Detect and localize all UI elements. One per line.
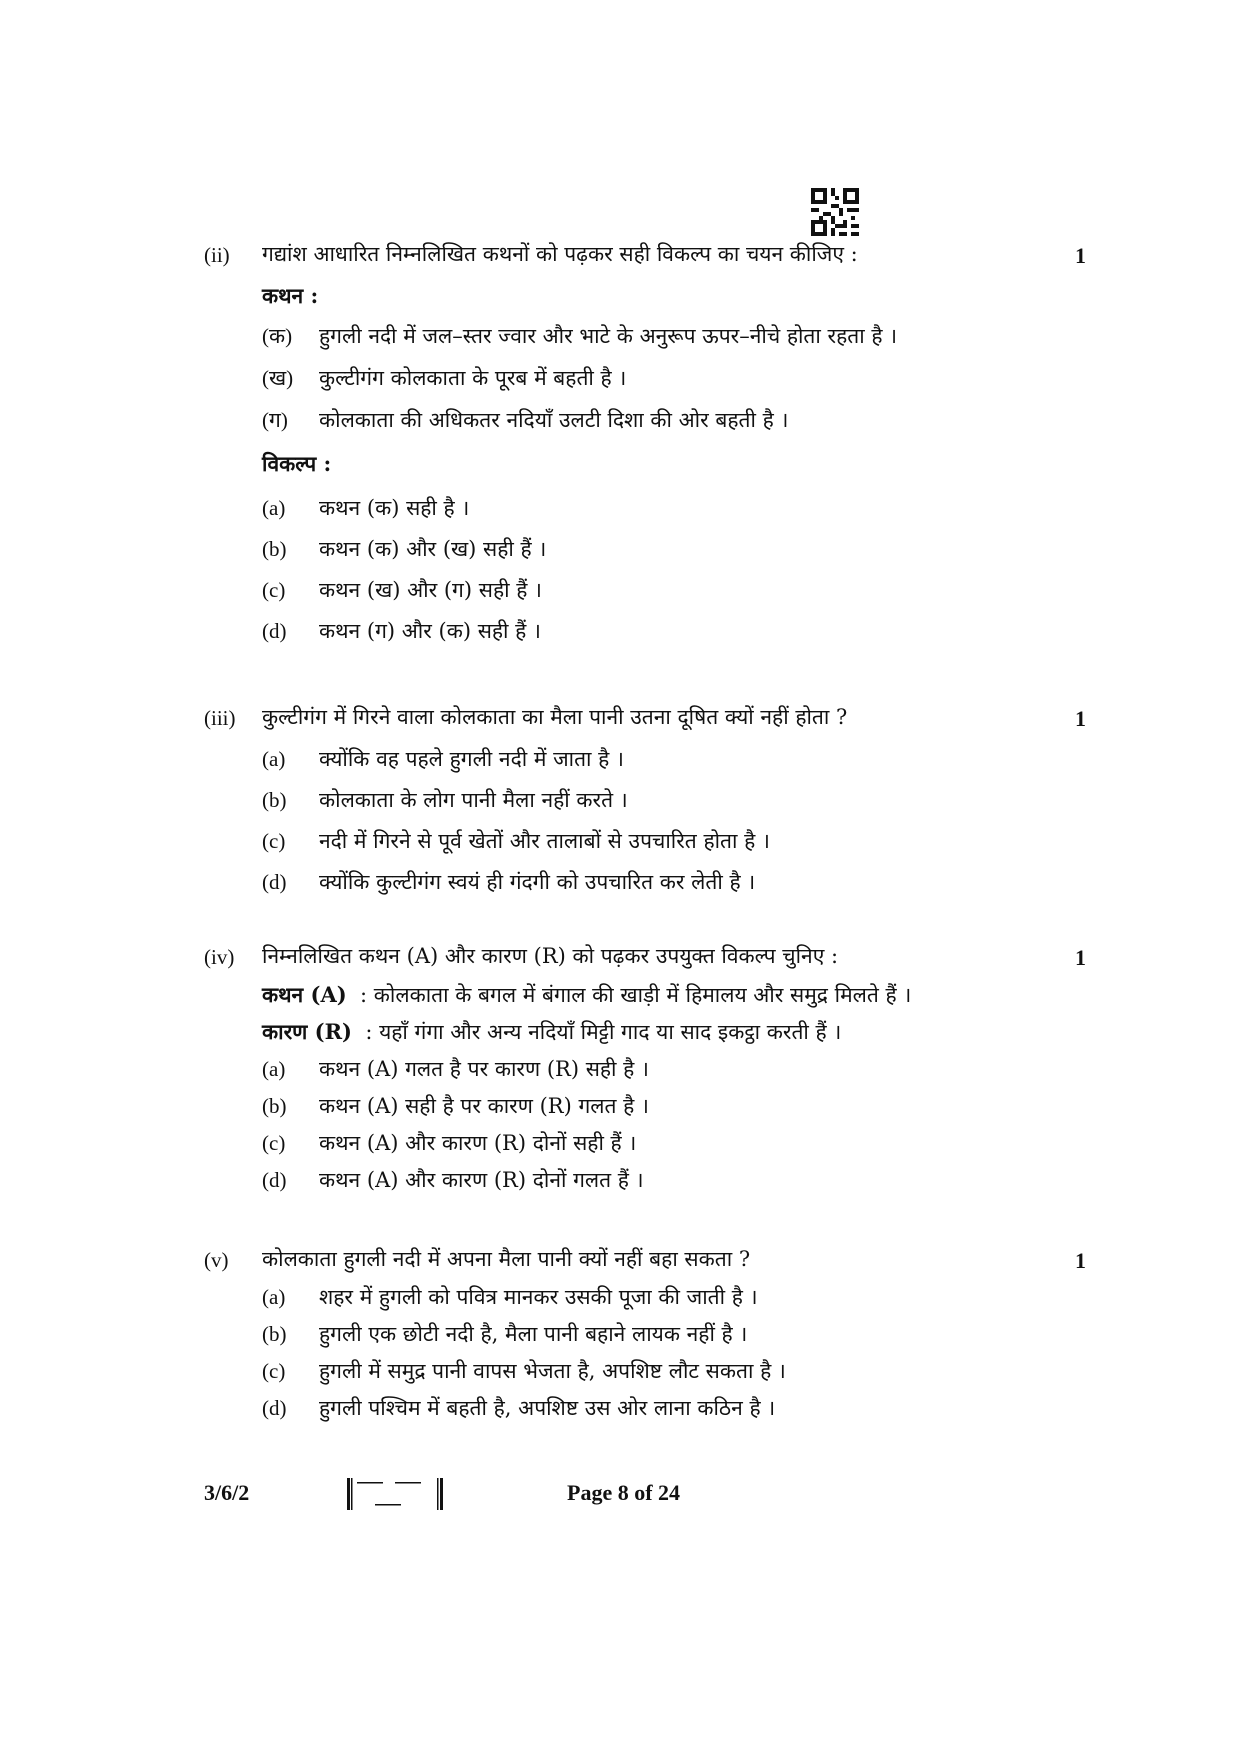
option-text: कथन (ख) और (ग) सही हैं । (319, 578, 542, 602)
question-marks: 1 (1075, 1248, 1086, 1273)
option-item (262, 786, 628, 814)
reason-text: : यहाँ गंगा और अन्य नदियाँ मिट्टी गाद या साद इकट्ठा करती हैं । (365, 1020, 842, 1044)
option-item (262, 1320, 747, 1348)
assertion-text: : कोलकाता के बगल में बंगाल की खाड़ी में हिमालय और समुद्र मिलते हैं । (360, 983, 912, 1007)
option-item (262, 1283, 758, 1311)
option-item (262, 1092, 649, 1120)
option-item (262, 868, 755, 896)
option-item (262, 1129, 636, 1157)
statements-heading: कथन : (262, 283, 319, 308)
option-item (262, 827, 770, 855)
paper-code: 3/6/2 (204, 1480, 250, 1505)
statement-item (262, 364, 626, 392)
options-heading: विकल्प : (262, 451, 332, 476)
option-label: (b) (262, 1322, 287, 1346)
reason-label: कारण (R) (262, 1019, 352, 1044)
option-label: (b) (262, 537, 287, 561)
question-text: कोलकाता हुगली नदी में अपना मैला पानी क्यों नहीं बहा सकता ? (262, 1247, 751, 1271)
option-text: कथन (A) और कारण (R) दोनों गलत हैं । (319, 1168, 644, 1192)
option-text: हुगली में समुद्र पानी वापस भेजता है, अपशिष्ट लौट सकता है । (319, 1359, 786, 1383)
question-text: कुल्टीगंग में गिरने वाला कोलकाता का मैला पानी उतना दूषित क्यों नहीं होता ? (262, 705, 848, 729)
option-item (262, 576, 542, 604)
option-item (262, 1394, 775, 1422)
option-label: (a) (262, 1285, 286, 1309)
option-label: (c) (262, 1131, 286, 1155)
option-text: शहर में हुगली को पवित्र मानकर उसकी पूजा की जाती है । (319, 1285, 758, 1309)
question-marks: 1 (1075, 706, 1086, 731)
qr-code-icon (811, 188, 859, 236)
assertion-label: कथन (A) (262, 982, 347, 1007)
option-label: (b) (262, 788, 287, 812)
question-number: (ii) (204, 243, 230, 267)
option-label: (d) (262, 870, 287, 894)
option-text: हुगली पश्चिम में बहती है, अपशिष्ट उस ओर लाना कठिन है । (319, 1396, 776, 1420)
option-item (262, 535, 546, 563)
statement-label: (क) (262, 324, 293, 348)
option-text: क्योंकि वह पहले हुगली नदी में जाता है । (319, 747, 624, 771)
option-text: कथन (ग) और (क) सही हैं । (319, 619, 541, 643)
option-label: (a) (262, 1057, 286, 1081)
statement-label: (ख) (262, 366, 294, 390)
question-number: (v) (204, 1248, 229, 1272)
option-text: क्योंकि कुल्टीगंग स्वयं ही गंदगी को उपचारित कर लेती है । (319, 870, 756, 894)
question-text: निम्नलिखित कथन (A) और कारण (R) को पढ़कर उपयुक्त विकल्प चुनिए : (262, 944, 839, 968)
option-item (262, 1357, 786, 1385)
option-label: (c) (262, 578, 286, 602)
page-number: Page 8 of 24 (567, 1480, 681, 1505)
assertion-row (262, 981, 911, 1009)
option-text: कथन (क) सही है । (319, 496, 470, 520)
statement-text: हुगली नदी में जल–स्तर ज्वार और भाटे के अनुरूप ऊपर–नीचे होता रहता है । (319, 324, 898, 348)
option-label: (d) (262, 1168, 287, 1192)
option-label: (d) (262, 619, 287, 643)
statement-text: कुल्टीगंग कोलकाता के पूरब में बहती है । (319, 366, 627, 390)
option-item (262, 1055, 649, 1083)
option-label: (a) (262, 496, 286, 520)
option-text: कथन (A) और कारण (R) दोनों सही हैं । (319, 1131, 637, 1155)
question-text: गद्यांश आधारित निम्नलिखित कथनों को पढ़कर सही विकल्प का चयन कीजिए : (262, 242, 858, 266)
option-text: कथन (A) सही है पर कारण (R) गलत है । (319, 1094, 649, 1118)
statement-label: (ग) (262, 408, 288, 432)
option-text: कोलकाता के लोग पानी मैला नहीं करते । (319, 788, 628, 812)
question-number: (iii) (204, 706, 236, 730)
option-item (262, 745, 624, 773)
barcode-icon (347, 1478, 447, 1510)
option-item (262, 1166, 644, 1194)
statement-item (262, 406, 788, 434)
option-text: कथन (A) गलत है पर कारण (R) सही है । (319, 1057, 649, 1081)
option-text: कथन (क) और (ख) सही हैं । (319, 537, 547, 561)
statement-text: कोलकाता की अधिकतर नदियाँ उलटी दिशा की ओर बहती है । (319, 408, 789, 432)
question-marks: 1 (1075, 243, 1086, 268)
option-item (262, 617, 541, 645)
statement-item (262, 322, 897, 350)
option-label: (a) (262, 747, 286, 771)
option-label: (b) (262, 1094, 287, 1118)
option-item (262, 494, 469, 522)
question-number: (iv) (204, 945, 235, 969)
option-label: (c) (262, 1359, 286, 1383)
option-label: (c) (262, 829, 286, 853)
option-text: नदी में गिरने से पूर्व खेतों और तालाबों से उपचारित होता है । (319, 829, 770, 853)
option-text: हुगली एक छोटी नदी है, मैला पानी बहाने लायक नहीं है । (319, 1322, 748, 1346)
reason-row (262, 1018, 841, 1046)
option-label: (d) (262, 1396, 287, 1420)
question-marks: 1 (1075, 945, 1086, 970)
